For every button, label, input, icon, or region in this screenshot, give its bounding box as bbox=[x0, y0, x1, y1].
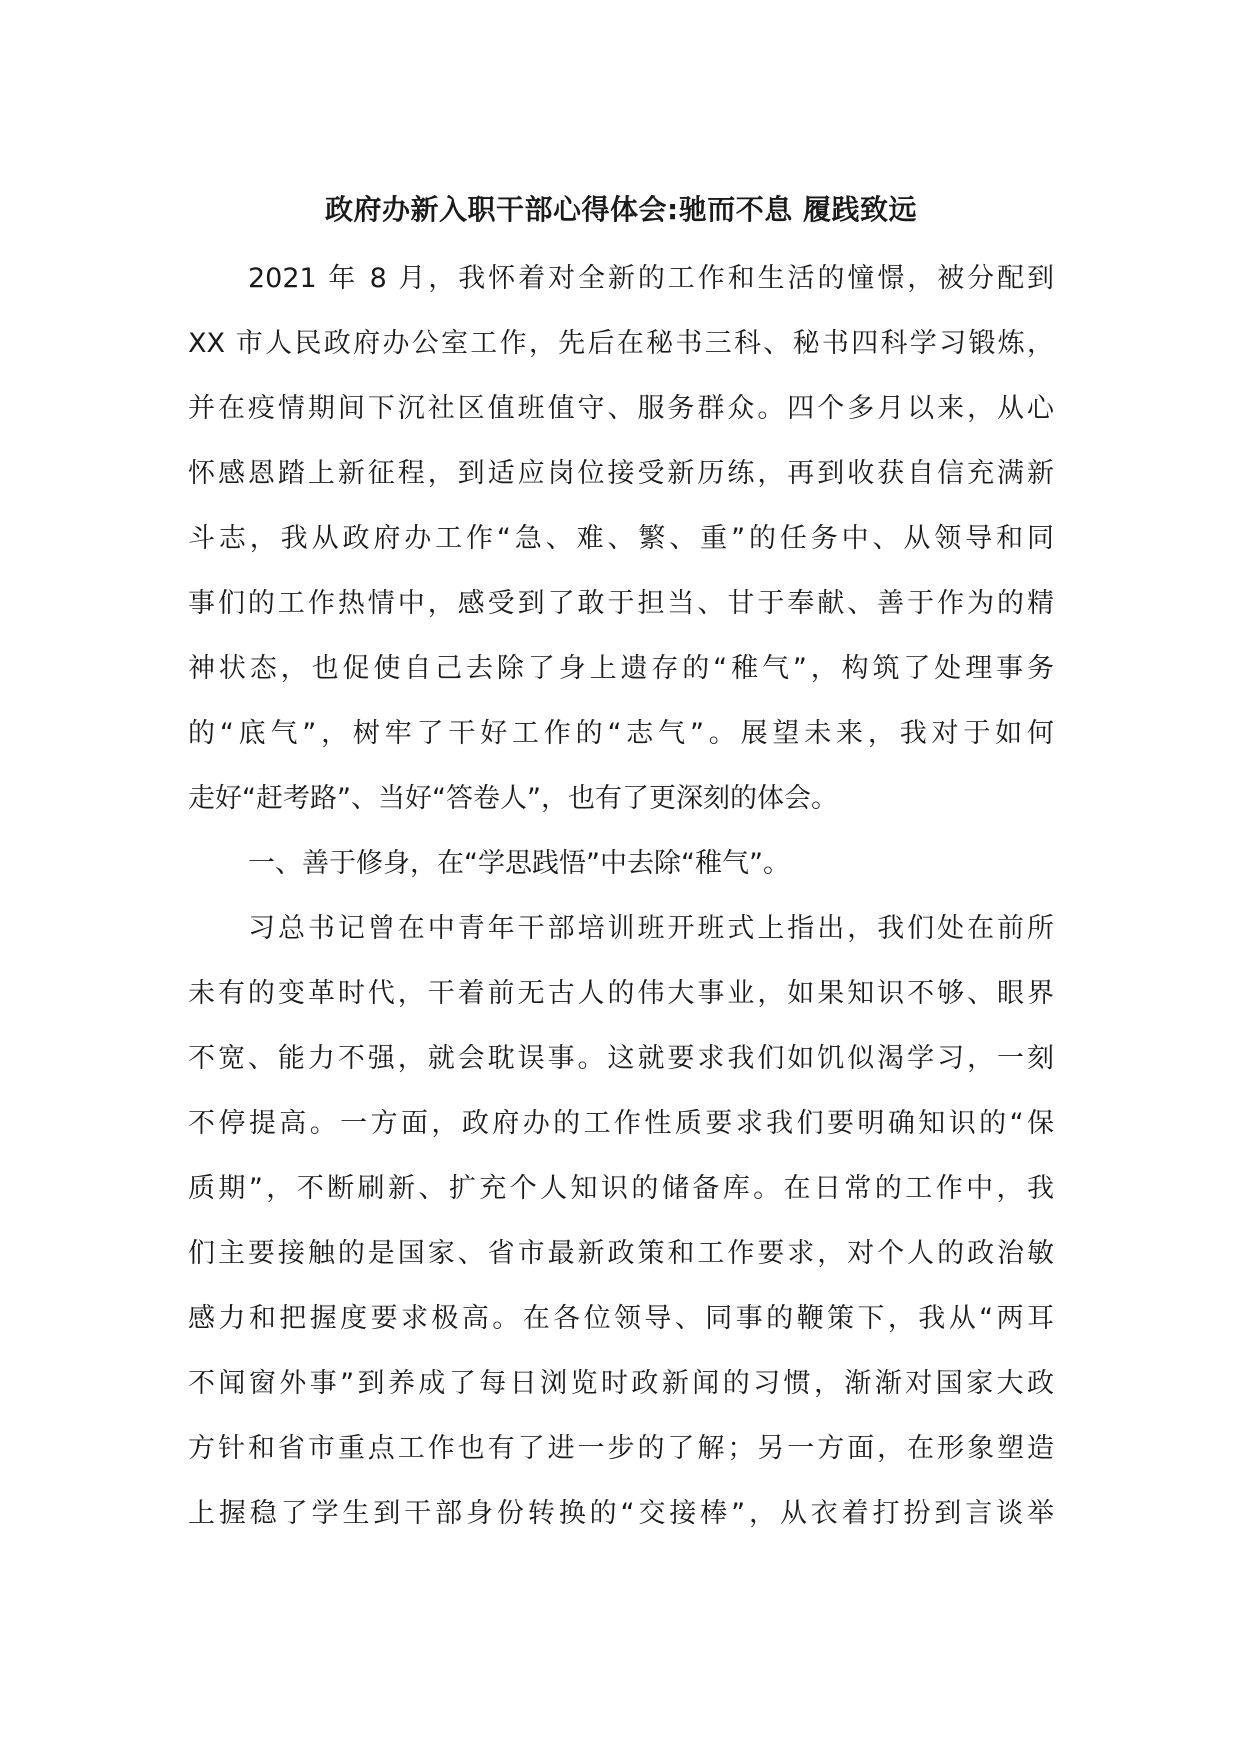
section-heading-1 bbox=[188, 831, 1054, 896]
text-line: 方针和省市重点工作也有了进一步的了解；另一方面，在形象塑造 bbox=[188, 1433, 1054, 1464]
text-line: 的“底气”，树牢了干好工作的“志气”。展望未来，我对于如何 bbox=[188, 718, 1054, 749]
text-line: 不宽、能力不强，就会耽误事。这就要求我们如饥似渴学习，一刻 bbox=[188, 1043, 1054, 1074]
text-line: 不停提高。一方面，政府办的工作性质要求我们要明确知识的“保 bbox=[188, 1108, 1054, 1139]
text-line: 质期”，不断刷新、扩充个人知识的储备库。在日常的工作中，我 bbox=[188, 1173, 1054, 1204]
document-page bbox=[188, 190, 1054, 1546]
text-line: 不闻窗外事”到养成了每日浏览时政新闻的习惯，渐渐对国家大政 bbox=[188, 1368, 1054, 1399]
document-body bbox=[188, 246, 1054, 1546]
document-title: 政府办新入职干部心得体会:驰而不息 履践致远 bbox=[325, 193, 917, 226]
text-line: 怀感恩踏上新征程，到适应岗位接受新历练，再到收获自信充满新 bbox=[188, 458, 1054, 489]
text-line: 习总书记曾在中青年干部培训班开班式上指出，我们处在前所 bbox=[248, 913, 1054, 944]
text-line: 上握稳了学生到干部身份转换的“交接棒”，从衣着打扮到言谈举 bbox=[188, 1498, 1054, 1529]
intro-paragraph bbox=[188, 246, 1054, 831]
text-line: 2021 年 8 月，我怀着对全新的工作和生活的憧憬，被分配到 bbox=[248, 263, 1054, 294]
text-line: 感力和把握度要求极高。在各位领导、同事的鞭策下，我从“两耳 bbox=[188, 1303, 1054, 1334]
text-line: 事们的工作热情中，感受到了敢于担当、甘于奉献、善于作为的精 bbox=[188, 588, 1054, 619]
text-line: 并在疫情期间下沉社区值班值守、服务群众。四个多月以来，从心 bbox=[188, 393, 1054, 424]
text-line: 未有的变革时代，干着前无古人的伟大事业，如果知识不够、眼界 bbox=[188, 978, 1054, 1009]
text-line: 斗志，我从政府办工作“急、难、繁、重”的任务中、从领导和同 bbox=[188, 523, 1054, 554]
text-line: 走好“赶考路”、当好“答卷人”，也有了更深刻的体会。 bbox=[188, 783, 838, 814]
text-line: 们主要接触的是国家、省市最新政策和工作要求，对个人的政治敏 bbox=[188, 1238, 1054, 1269]
body-paragraph-1 bbox=[188, 896, 1054, 1546]
text-line: 神状态，也促使自己去除了身上遗存的“稚气”，构筑了处理事务 bbox=[188, 653, 1054, 684]
text-line: XX 市人民政府办公室工作，先后在秘书三科、秘书四科学习锻炼， bbox=[188, 328, 1054, 359]
text-line: 一、善于修身，在“学思践悟”中去除“稚气”。 bbox=[248, 848, 790, 879]
